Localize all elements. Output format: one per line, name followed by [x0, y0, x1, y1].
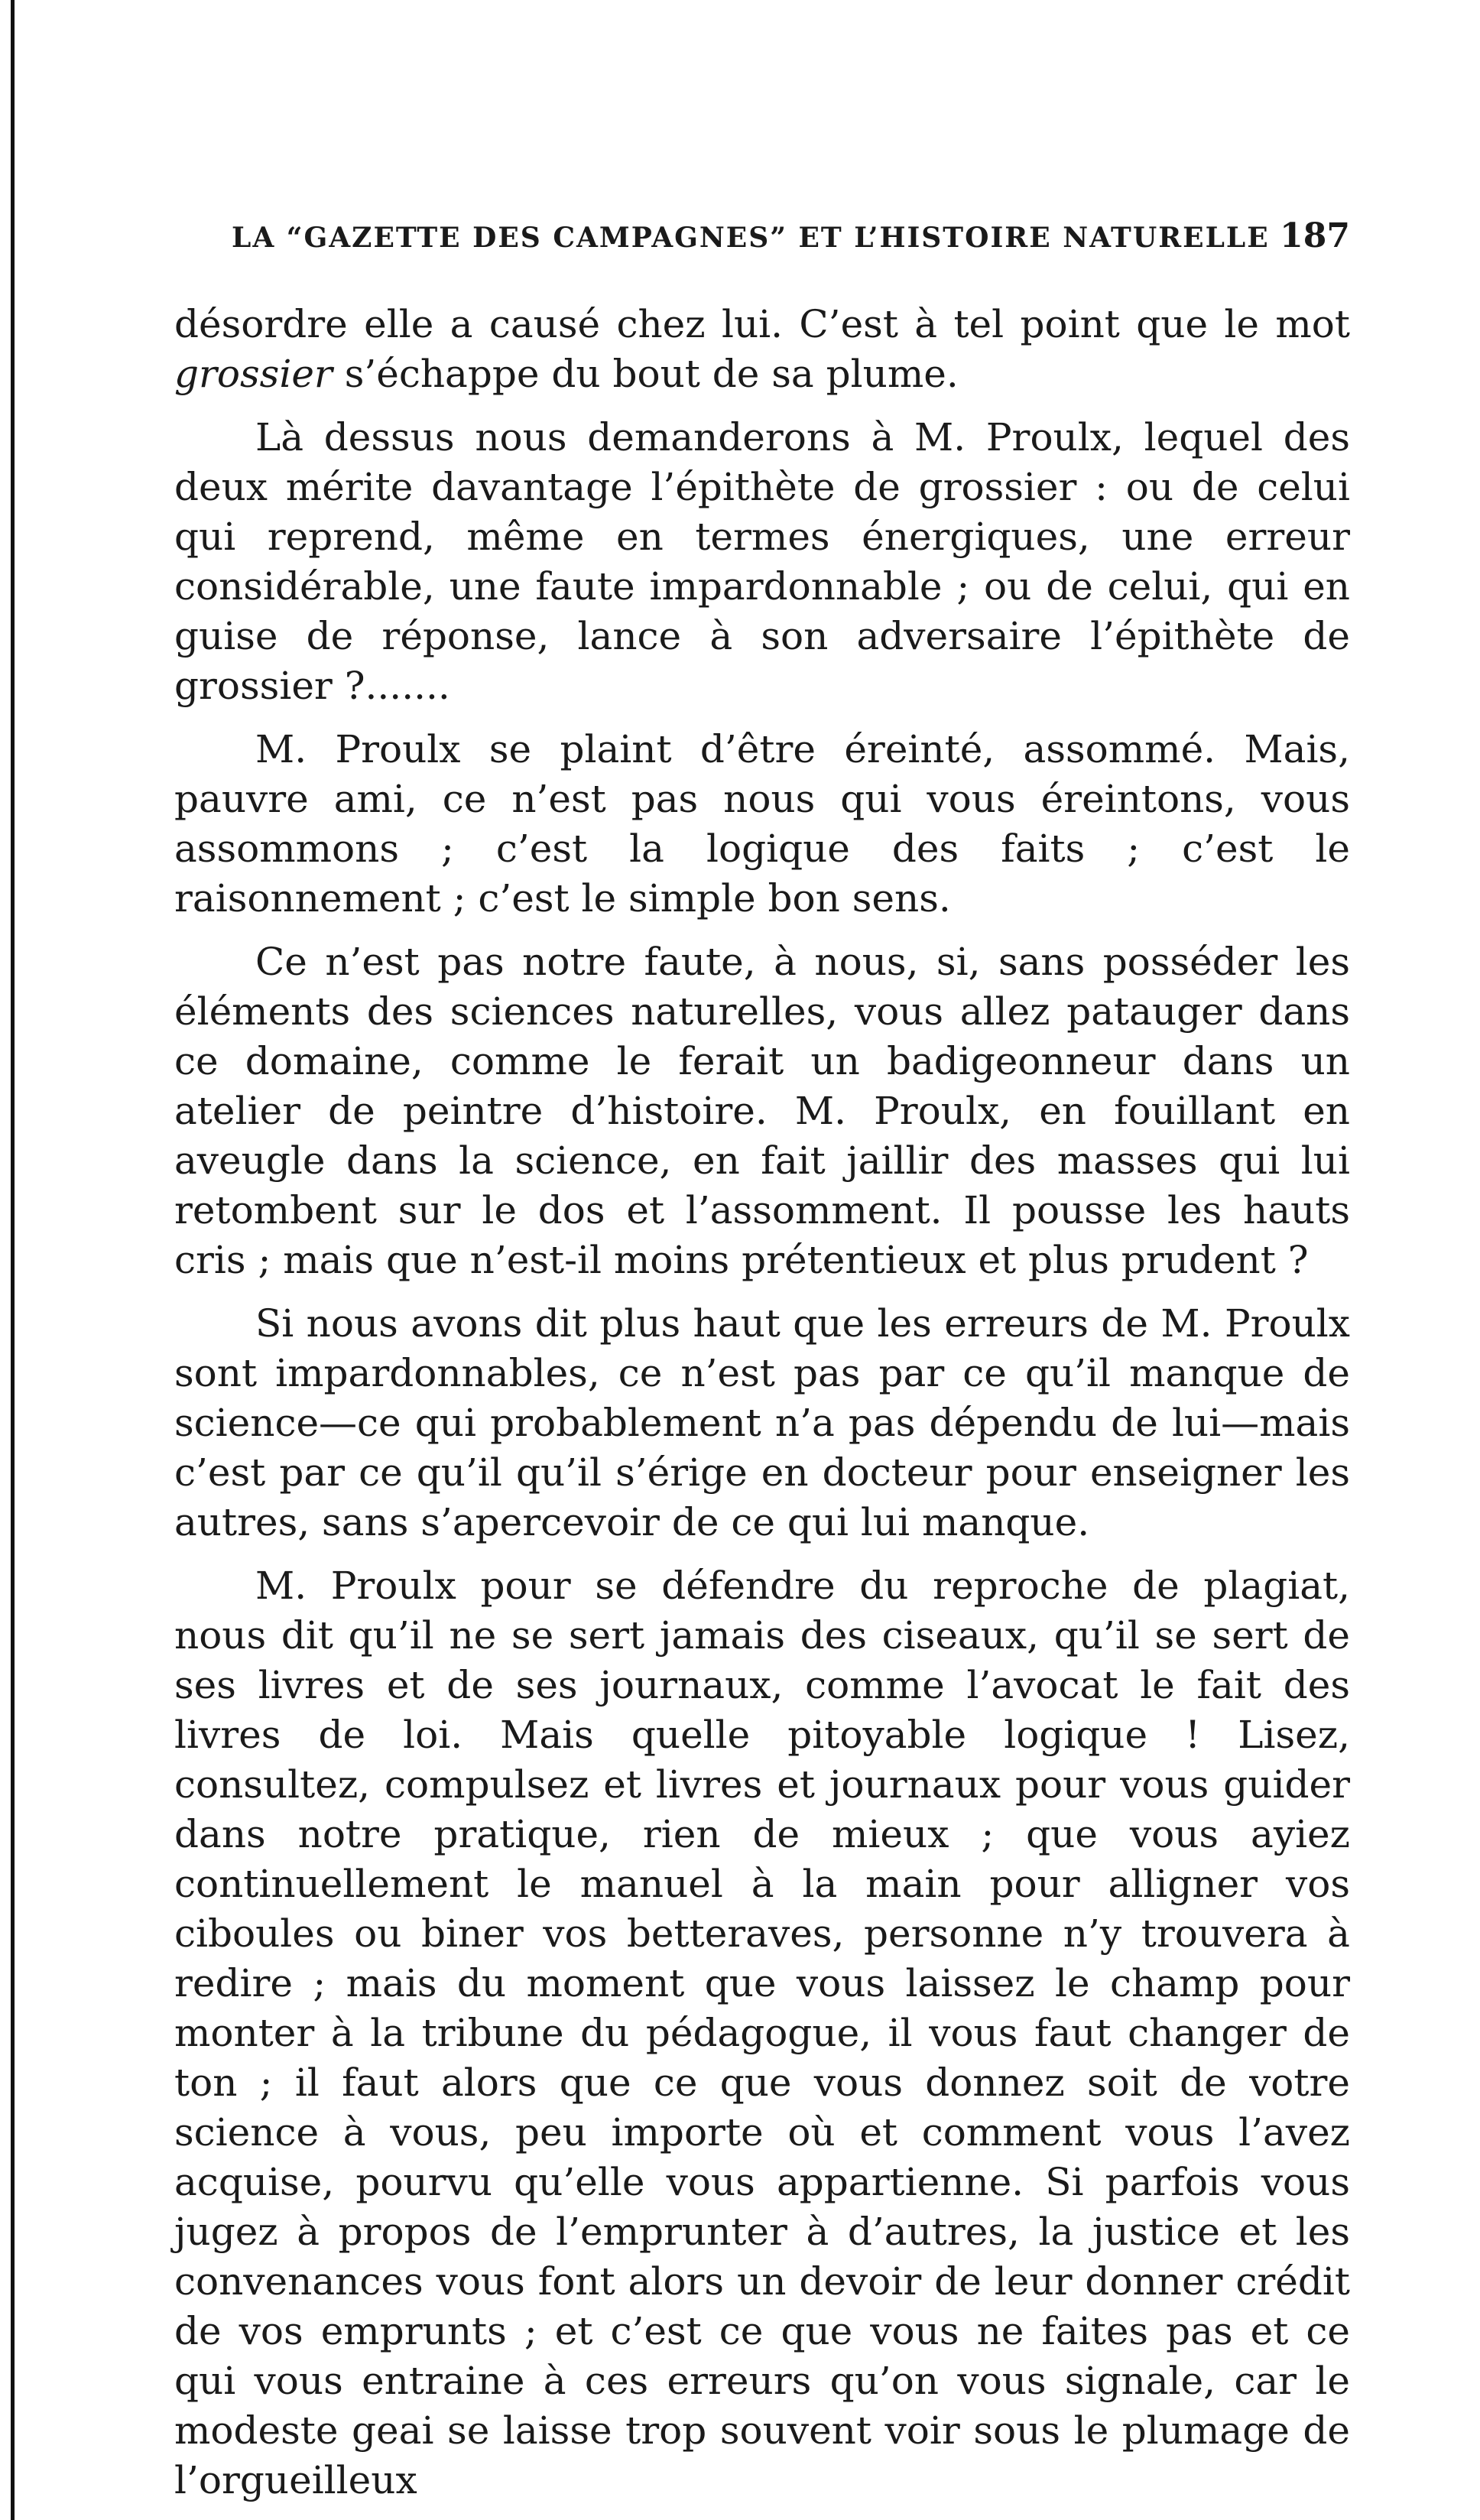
paragraph-continued — [174, 300, 1350, 399]
paragraph-text: désordre elle a causé chez lui. C’est à tel point que le mot — [174, 302, 1350, 346]
page-number: 187 — [1280, 216, 1350, 255]
italic-word: grossier — [174, 352, 333, 396]
paragraph: M. Proulx se plaint d’être éreinté, assommé. Mais, pauvre ami, ce n’est pas nous qui vous éreintons, vous assommons ; c’est la logique des faits ; c’est le raisonnement ; c’est le simple bon sens. — [174, 727, 1350, 921]
paragraph: Là dessus nous demanderons à M. Proulx, lequel des deux mérite davantage l’épithète de grossier : ou de celui qui reprend, même en termes énergiques, une erreur considérable, une faute impardonnable ; ou de celui, qui en guise de réponse, lance à son adversaire l’épithète de grossier ?....... — [174, 415, 1350, 708]
paragraph: Ce n’est pas notre faute, à nous, si, sans posséder les éléments des sciences naturelles, vous allez patauger dans ce domaine, comme le ferait un badigeonneur dans un atelier de peintre d’histoire. M. Proulx, en fouillant en aveugle dans la science, en fait jaillir des masses qui lui retombent sur le dos et l’assomment. Il pousse les hauts cris ; mais que n’est-il moins prétentieux et plus prudent ? — [174, 940, 1350, 1282]
running-head-title: LA “GAZETTE DES CAMPAGNES” ET L’HISTOIRE NATURELLE — [232, 222, 1270, 254]
paragraph: M. Proulx pour se défendre du reproche de plagiat, nous dit qu’il ne se sert jamais des ciseaux, qu’il se sert de ses livres et de ses journaux, comme l’avocat le fait des livres de loi. Mais quelle pitoyable logique ! Lisez, consultez, compulsez et livres et journaux pour vous guider dans notre pratique, rien de mieux ; que vous ayiez continuellement le manuel à la main pour alligner vos ciboules ou biner vos betteraves, personne n’y trouvera à redire ; mais du moment que vous laissez le champ pour monter à la tribune du pédagogue, il vous faut changer de ton ; il faut alors que ce que vous donnez soit de votre science à vous, peu importe où et comment vous l’avez acquise, pourvu qu’elle vous appartienne. Si parfois vous jugez à propos de l’emprunter à d’autres, la justice et les convenances vous font alors un devoir de leur donner crédit de vos emprunts ; et c’est ce que vous ne faites pas et ce qui vous entraine à ces erreurs qu’on vous signale, car le modeste geai se laisse trop souvent voir sous le plumage de l’orgueilleux — [174, 1564, 1350, 2502]
page-edge-rule — [11, 0, 15, 2520]
running-head — [232, 216, 1350, 262]
body-text — [174, 300, 1350, 2519]
paragraph-text: s’échappe du bout de sa plume. — [332, 352, 959, 396]
paragraph: Si nous avons dit plus haut que les erreurs de M. Proulx sont impardonnables, ce n’est pas par ce qu’il manque de science—ce qui probablement n’a pas dépendu de lui—mais c’est par ce qu’il qu’il s’érige en docteur pour enseigner les autres, sans s’apercevoir de ce qui lui manque. — [174, 1301, 1350, 1544]
